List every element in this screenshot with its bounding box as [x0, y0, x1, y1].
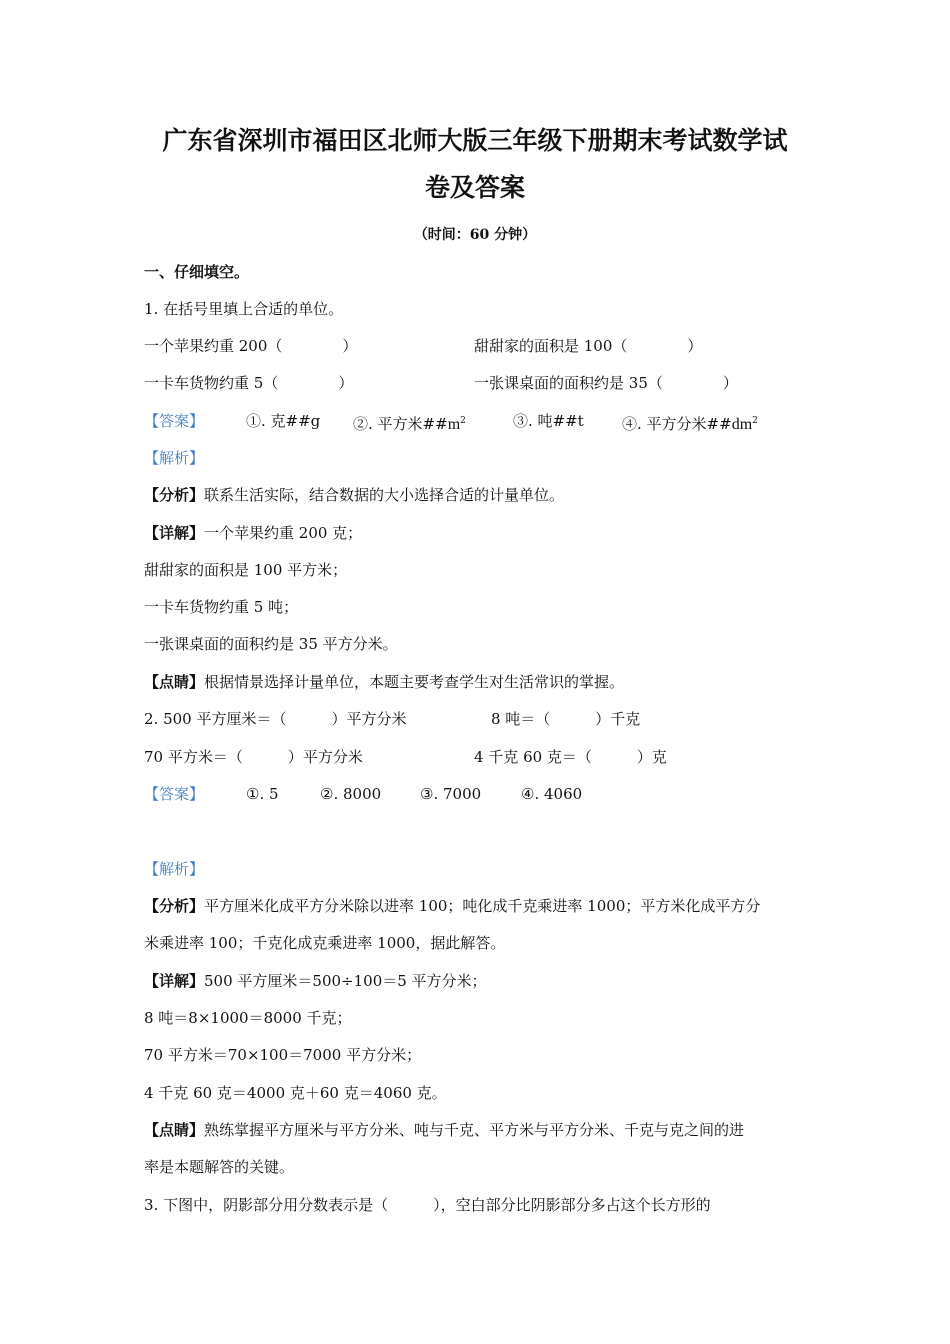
q2-fenxi — [144, 896, 760, 916]
q2-line-4: 4 千克 60 克＝4000 克＋60 克＝4060 克。 — [144, 1084, 447, 1102]
q2-fenxi-tag: 【分析】 — [144, 897, 205, 915]
q2-answer-tag: 【答案】 — [144, 785, 205, 803]
q2-item-b: 8 吨＝（ ）千克 — [491, 710, 641, 728]
q1-answer-3: ③. 吨##t — [513, 412, 584, 430]
q1-item-d: 一张课桌面的面积约是 35（ ） — [474, 374, 738, 392]
q2-answer-1: ①. 5 — [246, 785, 279, 803]
q1-line-4: 一张课桌面的面积约是 35 平方分米。 — [144, 635, 398, 653]
q1-fenxi — [144, 485, 564, 505]
q1-item-a: 一个苹果约重 200（ ） — [144, 337, 358, 355]
q1-xiangjie-tag: 【详解】 — [144, 524, 205, 542]
time-limit: （时间：60 分钟） — [413, 227, 537, 243]
section-heading: 一、仔细填空。 — [144, 263, 250, 281]
q2-answer-2: ②. 8000 — [320, 785, 382, 803]
q2-fenxi-line-2: 米乘进率 100；千克化成克乘进率 1000，据此解答。 — [144, 934, 506, 952]
q2-dianjing-tag: 【点睛】 — [144, 1121, 205, 1139]
q2-xiangjie — [144, 971, 487, 991]
q1-dianjing-tag: 【点睛】 — [144, 673, 205, 691]
q1-answer-4 — [622, 411, 758, 435]
q1-answer-2 — [353, 411, 466, 435]
q1-fenxi-tag: 【分析】 — [144, 486, 205, 504]
q2-line-3: 70 平方米＝70×100＝7000 平方分米； — [144, 1046, 422, 1064]
q2-dianjing-line-2: 率是本题解答的关键。 — [144, 1158, 295, 1176]
q2-analysis-tag: 【解析】 — [144, 860, 205, 878]
q1-xiangjie-text: 一个苹果约重 200 克； — [204, 524, 363, 542]
q1-stem: 1. 在括号里填上合适的单位。 — [144, 300, 344, 318]
q1-line-3: 一卡车货物约重 5 吨； — [144, 598, 299, 616]
q1-answer-1: ①. 克##g — [246, 412, 321, 430]
q2-line-2: 8 吨＝8×1000＝8000 千克； — [144, 1009, 352, 1027]
q1-fenxi-text: 联系生活实际，结合数据的大小选择合适的计量单位。 — [204, 486, 565, 504]
q1-answer-2-exp: 2 — [460, 416, 466, 426]
q3-stem: 3. 下图中，阴影部分用分数表示是（ ），空白部分比阴影部分多占这个长方形的 — [144, 1196, 711, 1214]
q1-answer-tag: 【答案】 — [144, 412, 205, 430]
q1-xiangjie — [144, 523, 362, 543]
q2-answer-4: ④. 4060 — [521, 785, 583, 803]
q1-answer-4-unit: dm — [731, 416, 753, 433]
q2-item-c: 70 平方米＝（ ）平方分米 — [144, 748, 363, 766]
q1-answer-4-exp: 2 — [752, 416, 758, 426]
doc-title-line2: 卷及答案 — [424, 173, 525, 202]
q1-dianjing — [144, 672, 624, 692]
q2-dianjing-text: 熟练掌握平方厘米与平方分米、吨与千克、平方米与平方分米、千克与克之间的进 — [204, 1121, 745, 1139]
q1-dianjing-text: 根据情景选择计量单位，本题主要考查学生对生活常识的掌握。 — [204, 673, 625, 691]
q1-item-b: 甜甜家的面积是 100（ ） — [474, 337, 703, 355]
q2-xiangjie-tag: 【详解】 — [144, 972, 205, 990]
doc-title-line1: 广东省深圳市福田区北师大版三年级下册期末考试数学试 — [162, 126, 788, 155]
q2-answer-3: ③. 7000 — [420, 785, 482, 803]
q1-answer-4-text: ④. 平方分米## — [622, 415, 732, 433]
q2-item-a: 2. 500 平方厘米＝（ ）平方分米 — [144, 710, 407, 728]
q2-fenxi-text: 平方厘米化成平方分米除以进率 100；吨化成千克乘进率 1000；平方米化成平方分 — [204, 897, 761, 915]
q1-item-c: 一卡车货物约重 5（ ） — [144, 374, 354, 392]
q2-xiangjie-text: 500 平方厘米＝500÷100＝5 平方分米； — [204, 972, 487, 990]
q1-answer-2-text: ②. 平方米## — [353, 415, 448, 433]
q1-analysis-tag: 【解析】 — [144, 449, 205, 467]
q1-line-2: 甜甜家的面积是 100 平方米； — [144, 561, 348, 579]
q2-dianjing — [144, 1120, 744, 1140]
q2-item-d: 4 千克 60 克＝（ ）克 — [474, 748, 667, 766]
q1-answer-2-unit: m — [447, 416, 461, 433]
